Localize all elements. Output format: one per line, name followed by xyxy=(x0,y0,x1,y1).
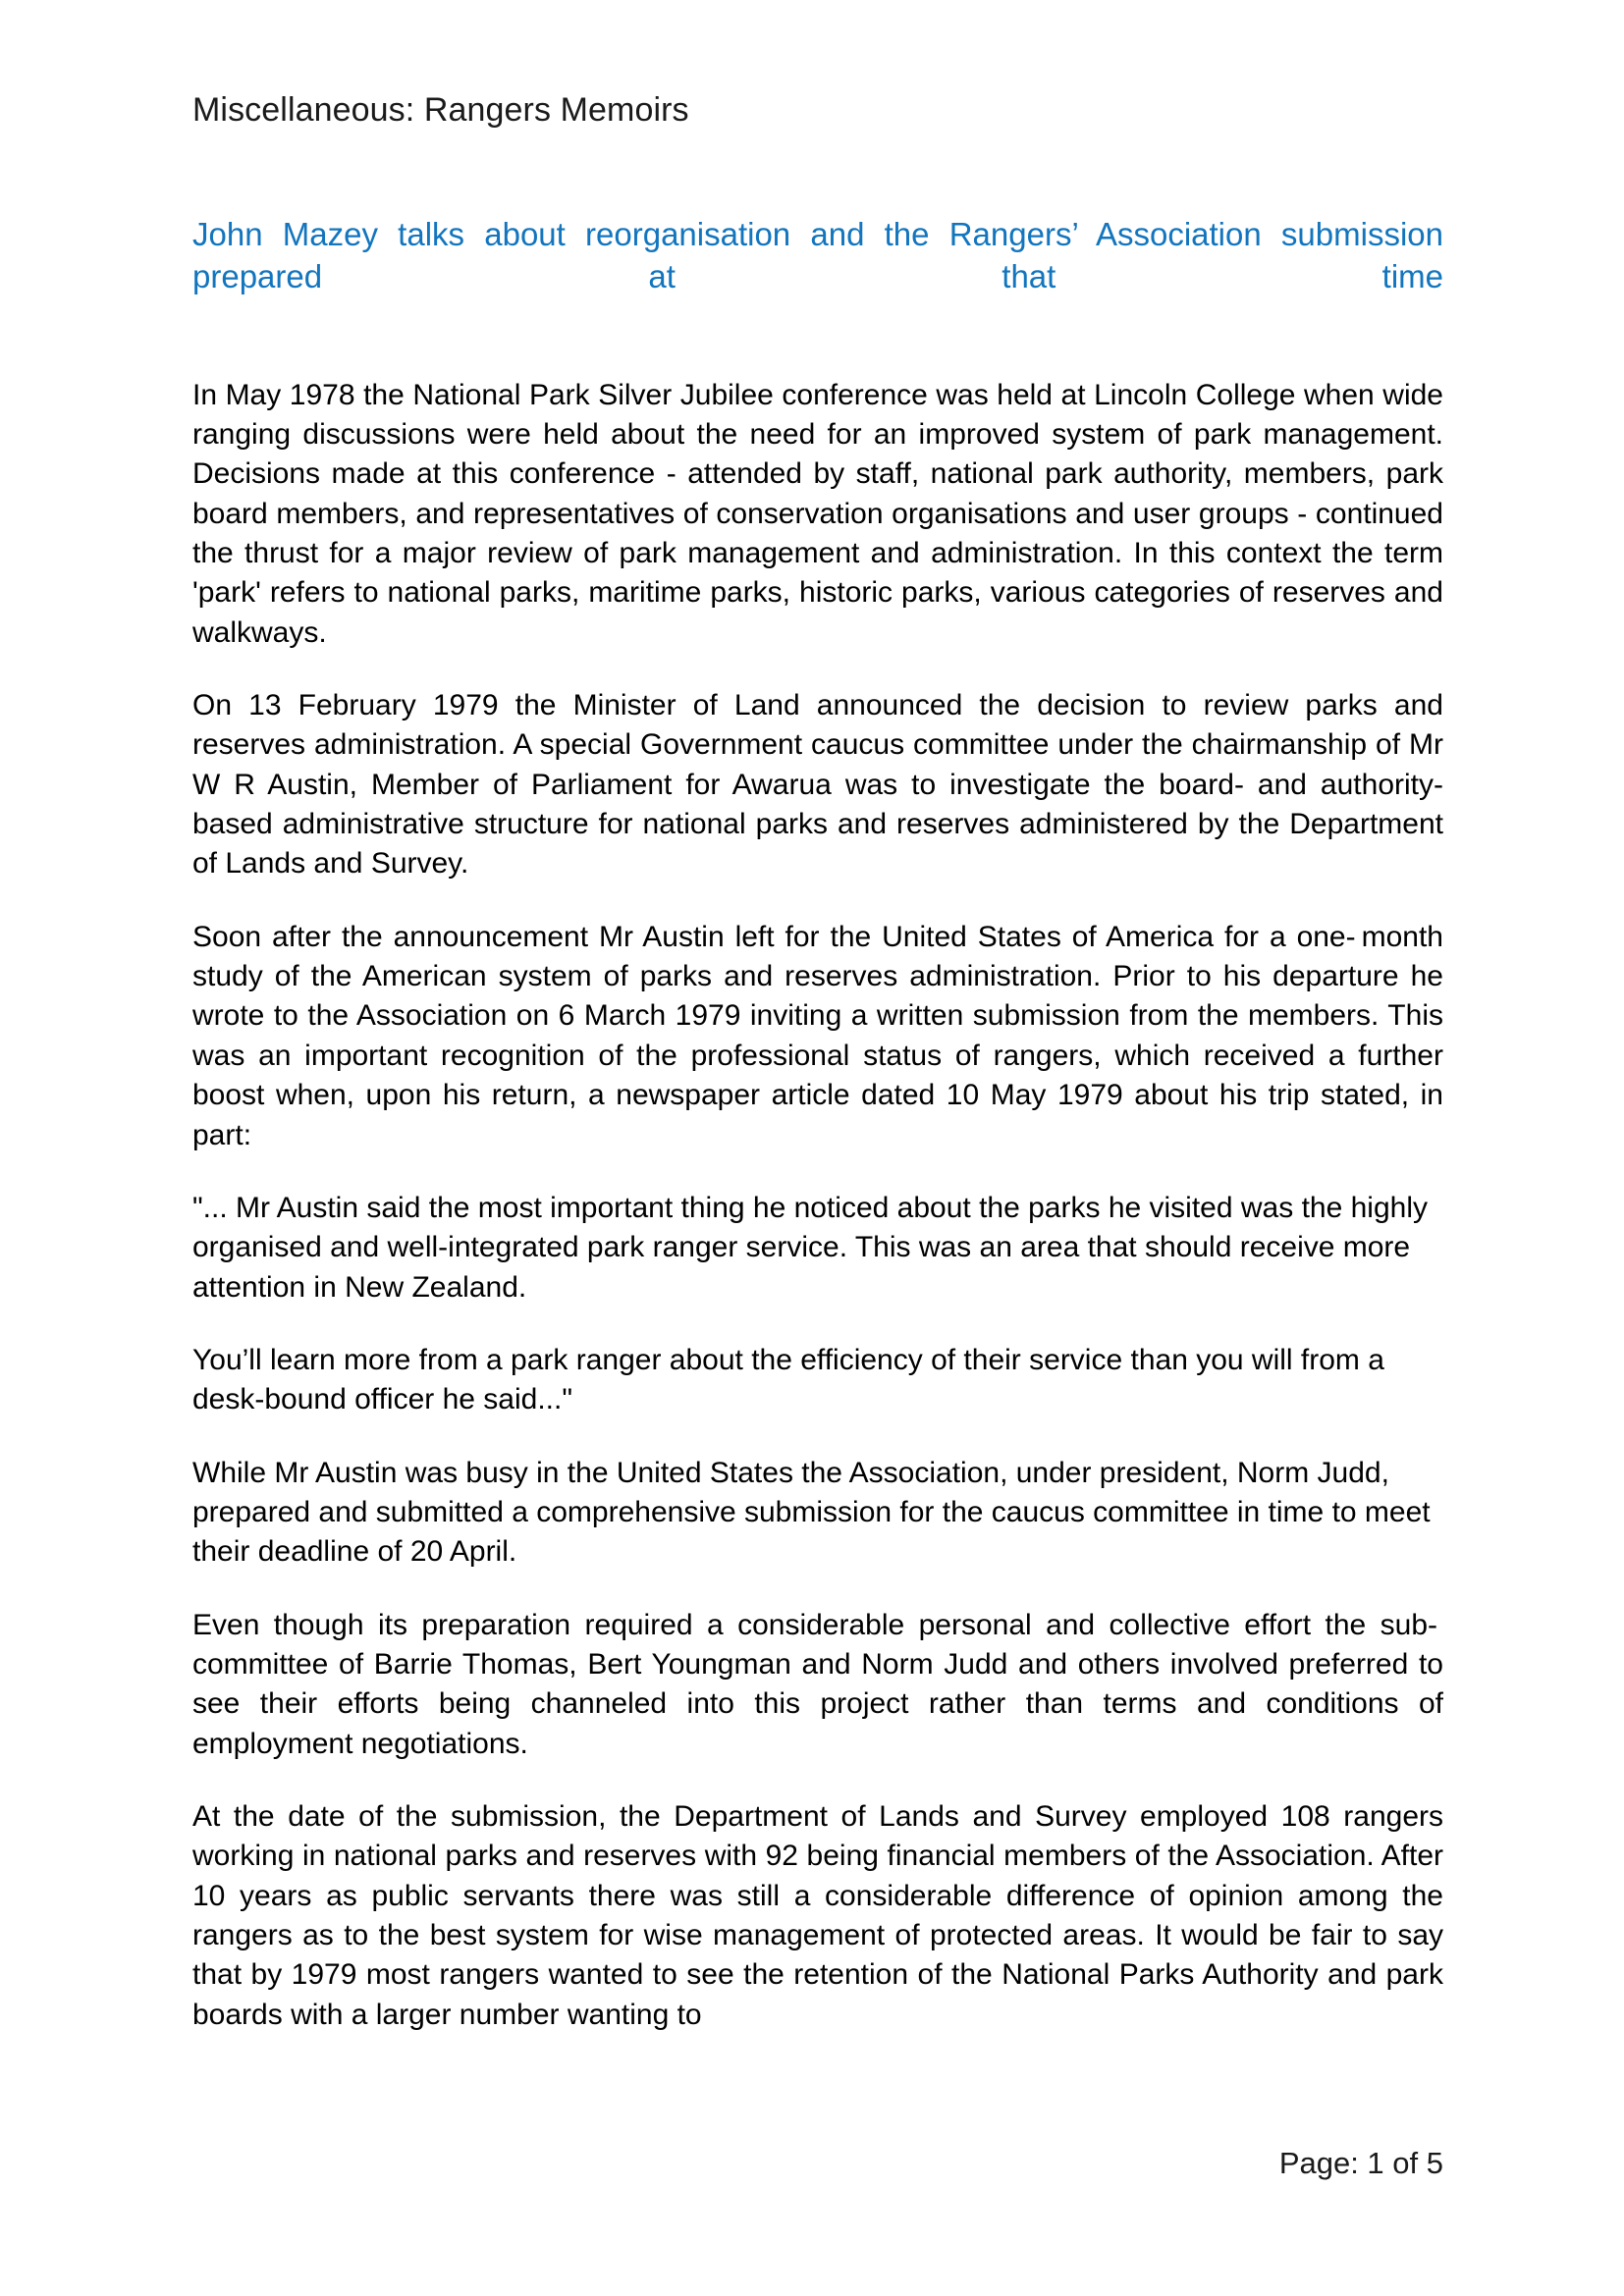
quote-paragraph: You’ll learn more from a park ranger about the efficiency of their service than you will from a desk-bound officer he said..." xyxy=(192,1343,1384,1416)
quote-paragraph: "... Mr Austin said the most important thing he noticed about the parks he visited was the highly organised and well-integrated park ranger service. This was an area that should receive more attention in New Zealand. xyxy=(192,1191,1428,1304)
article-title: John Mazey talks about reorganisation and the Rangers’ Association submission prepared at that time xyxy=(192,216,1443,294)
body-paragraph: Soon after the announcement Mr Austin left for the United States of America for a one- month study of the American system of parks and reserves administration. Prior to his departure he wrote to the Association on 6 March 1979 inviting a written submission from the members. This was an important recognition of the professional status of rangers, which received a further boost when, upon his return, a newspaper article dated 10 May 1979 about his trip stated, in part: xyxy=(192,920,1443,1151)
body-paragraph: While Mr Austin was busy in the United States the Association, under president, Norm Judd, prepared and submitted a comprehensive submission for the caucus committee in time to meet their deadline of 20 April. xyxy=(192,1456,1431,1569)
body-paragraph: Even though its preparation required a considerable personal and collective effort the sub- committee of Barrie Thomas, Bert Youngman and Norm Judd and others involved preferred to see their efforts being channeled into this project rather than terms and conditions of employment negotiations. xyxy=(192,1608,1443,1760)
running-header: Miscellaneous: Rangers Memoirs xyxy=(192,91,689,129)
page-number-footer: Page: 1 of 5 xyxy=(1278,2146,1443,2180)
body-paragraph: In May 1978 the National Park Silver Jubilee conference was held at Lincoln College when wide ranging discussions were held about the need for an improved system of park management. Decisions made at this conference - attended by staff, national park authority, members, park board members, and representatives of conservation organisations and user groups - continued the thrust for a major review of park management and administration. In this context the term 'park' refers to national parks, maritime parks, historic parks, various categories of reserves and walkways. xyxy=(192,378,1443,649)
article-body xyxy=(192,214,1443,2035)
body-paragraph: On 13 February 1979 the Minister of Land announced the decision to review parks and reserves administration. A special Government caucus committee under the chairmanship of Mr W R Austin, Member of Parliament for Awarua was to investigate the board- and authority-based administrative structure for national parks and reserves administered by the Department of Lands and Survey. xyxy=(192,689,1443,881)
body-paragraph: At the date of the submission, the Department of Lands and Survey employed 108 rangers working in national parks and reserves with 92 being financial members of the Association. After 10 years as public servants there was still a considerable difference of opinion among the rangers as to the best system for wise management of protected areas. It would be fair to say that by 1979 most rangers wanted to see the retention of the National Parks Authority and park boards with a larger number wanting to xyxy=(192,1799,1443,2031)
